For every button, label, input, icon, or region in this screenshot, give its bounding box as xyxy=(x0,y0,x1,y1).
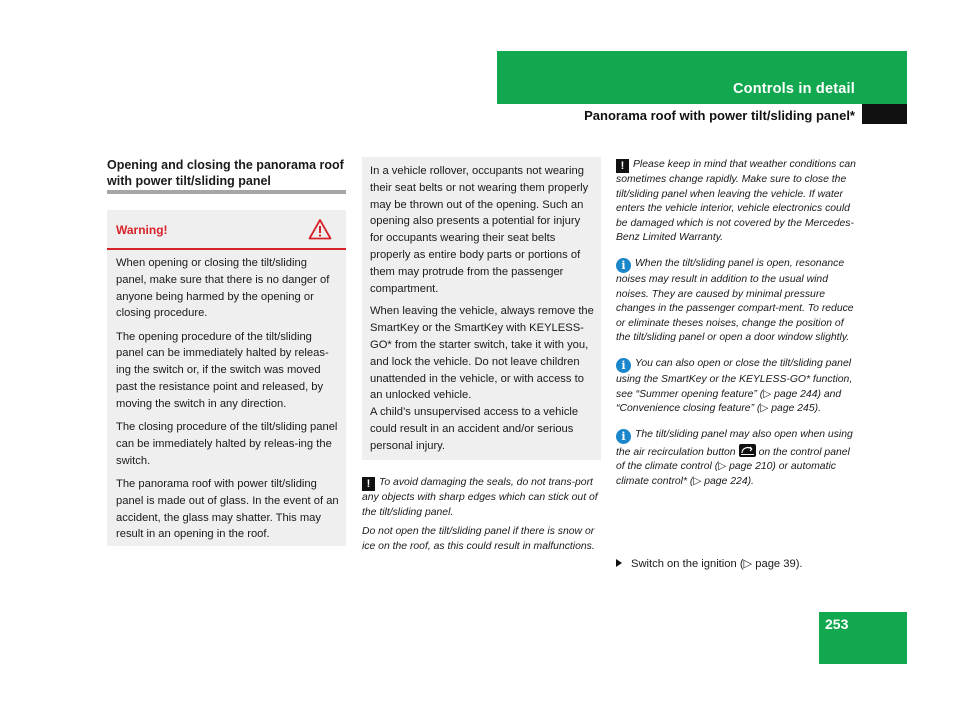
note-resonance xyxy=(616,257,856,346)
step-arrow-icon xyxy=(616,559,622,567)
info-icon: i xyxy=(616,358,631,373)
warning-continued-body xyxy=(370,163,594,461)
info-icon: i xyxy=(616,429,631,444)
caution-note-first: To avoid damaging the seals, do not trans-port any objects with sharp edges which can stick out of the tilt/sliding panel. xyxy=(362,477,598,518)
warning-body xyxy=(116,255,340,550)
step-text: Switch on the ignition (▷ page 39). xyxy=(631,558,803,570)
warning-paragraph: The opening procedure of the tilt/sliding panel can be immediately halted by releas-ing the switch or, if the switch was moved past the resistance point and released, by moving the switch in any direction. xyxy=(116,330,329,410)
section-tab-marker xyxy=(862,104,907,124)
notes-column xyxy=(616,158,856,501)
caution-note-second: Do not open the tilt/sliding panel if there is snow or ice on the roof, as this could result in malfunctions. xyxy=(362,526,595,552)
page-number-box xyxy=(819,612,907,664)
warning-paragraph: When leaving the vehicle, always remove the SmartKey or the SmartKey with KEYLESS-GO* from the starter switch, take it with you, and lock the vehicle. Do not leave children unattended in the vehicle, or with access to an unlocked vehicle. xyxy=(370,305,594,402)
info-icon: i xyxy=(616,258,631,273)
note-air-recirculation xyxy=(616,428,856,490)
note-text: You can also open or close the tilt/sliding panel using the SmartKey or the KEYLESS-GO* function, see “Summer opening feature” (▷ page 244) and “Convenience closing feature” (▷ page 245). xyxy=(616,357,853,415)
heading-divider xyxy=(107,190,346,194)
air-recirculation-icon xyxy=(739,444,756,457)
page-subtitle: Panorama roof with power tilt/sliding panel* xyxy=(584,108,855,123)
note-text: Please keep in mind that weather conditions can sometimes change rapidly. Make sure to close the tilt/sliding panel when leaving the vehicle. If water enters the vehicle interior, vehicle electronics could be damaged which is not covered by the Mercedes-Benz Limited Warranty. xyxy=(616,159,856,244)
page-number: 253 xyxy=(825,616,849,632)
warning-triangle-icon xyxy=(308,218,332,240)
section-heading: Opening and closing the panorama roof with power tilt/sliding panel xyxy=(107,158,344,188)
note-smartkey xyxy=(616,357,856,417)
warning-continued-box xyxy=(362,157,601,460)
warning-paragraph: In a vehicle rollover, occupants not wearing their seat belts or not wearing them properly may be thrown out of the opening. Such an opening also presents a potential for injury for occupants wearing their seat belts properly as entire body parts or portions of them may protrude from the passenger compartment. xyxy=(370,165,589,295)
warning-paragraph: A child’s unsupervised access to a vehicle could result in an accident and/or serious personal injury. xyxy=(370,406,579,452)
warning-paragraph: The closing procedure of the tilt/sliding panel can be immediately halted by releas-ing the switch. xyxy=(116,421,338,467)
caution-note xyxy=(362,476,600,559)
note-weather xyxy=(616,158,856,246)
caution-note-text xyxy=(362,476,600,520)
warning-box xyxy=(107,210,346,546)
instruction-step xyxy=(616,556,856,572)
note-text: When the tilt/sliding panel is open, resonance noises may result in addition to the usual wind noises. They are caused by minimal pressure changes in the passenger compart-ment. To reduce or eliminate theses noises, change the position of the tilt/sliding panel or open a door window slightly. xyxy=(616,257,854,344)
exclamation-icon: ! xyxy=(362,477,375,491)
note-text: The tilt/sliding panel may also open when using the air recirculation button xyxy=(616,428,853,458)
warning-paragraph: When opening or closing the tilt/sliding panel, make sure that there is no danger of anyone being harmed by the opening or closing procedure. xyxy=(116,257,330,320)
header-band xyxy=(497,51,907,104)
exclamation-icon: ! xyxy=(616,159,629,173)
section-title: Controls in detail xyxy=(732,81,855,97)
warning-paragraph: The panorama roof with power tilt/sliding panel is made out of glass. In the event of an accident, the glass may shatter. This may result in an opening in the roof. xyxy=(116,478,339,541)
warning-header xyxy=(107,210,346,250)
note-text: on the control panel of the climate control (▷ page 210) or automatic climate control* (▷ page 224). xyxy=(616,446,850,487)
warning-label: Warning! xyxy=(116,223,168,237)
